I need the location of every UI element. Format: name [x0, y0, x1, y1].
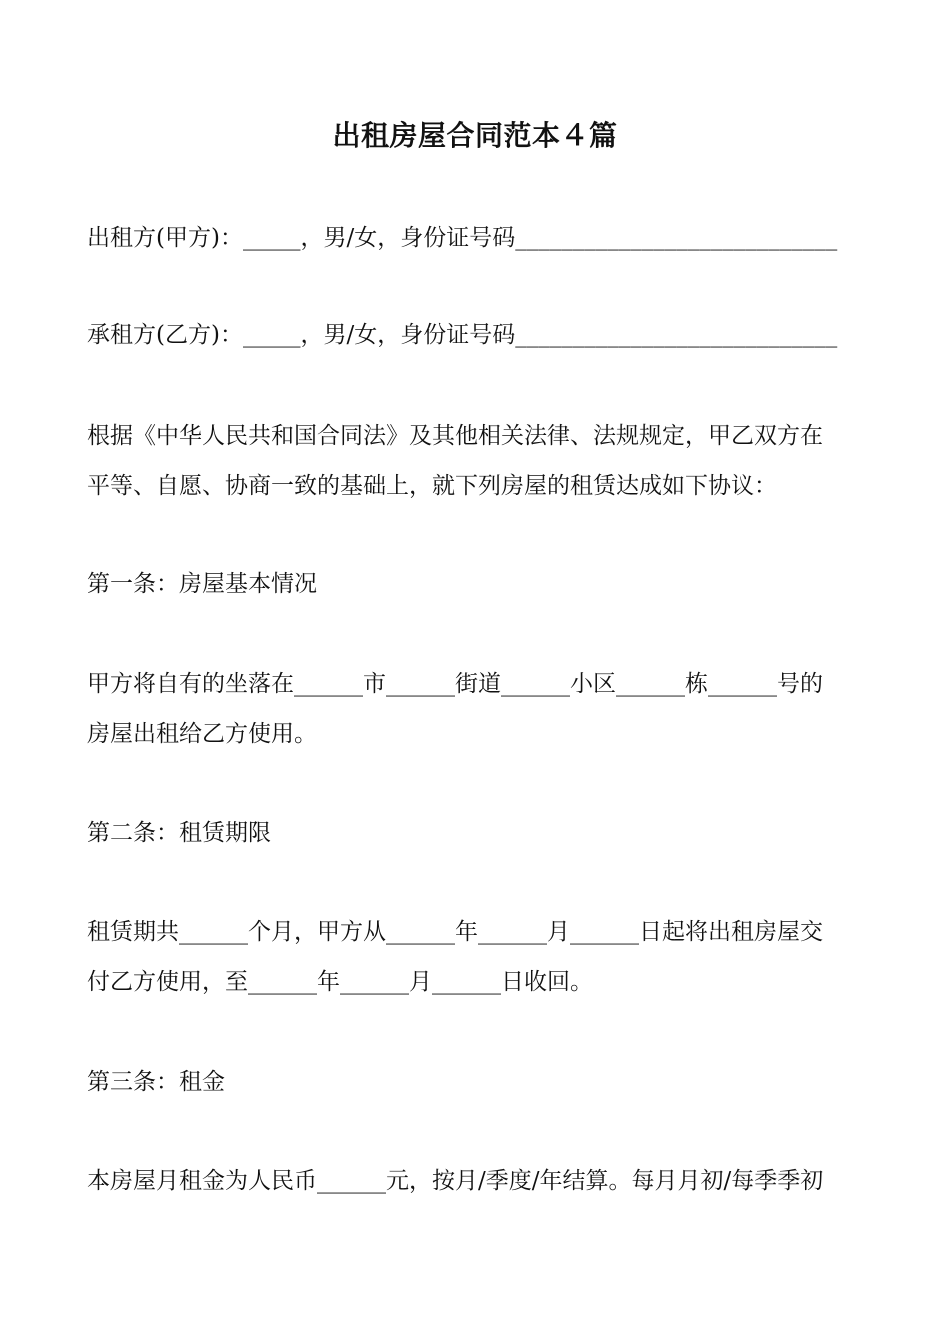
preamble-paragraph — [87, 411, 867, 511]
article-2-body — [87, 907, 867, 1007]
article-3-heading — [87, 1057, 867, 1107]
text-line: 付乙方使用，至______年______月______日收回。 — [87, 969, 593, 995]
document-title: 出租房屋合同范本４篇 — [332, 119, 618, 152]
article-1-body — [87, 659, 867, 759]
text-line: 甲方将自有的坐落在______市______街道______小区______栋______号的 — [87, 671, 823, 697]
text-line: 租赁期共______个月，甲方从______年______月______日起将出租房屋交 — [87, 919, 823, 945]
text-line: 本房屋月租金为人民币______元，按月/季度/年结算。每月月初/每季季初 — [87, 1168, 824, 1194]
text-line: 承租方(乙方)：_____，男/女，身份证号码____________________________ — [87, 322, 838, 348]
text-line: 出租方(甲方)：_____，男/女，身份证号码____________________________ — [87, 225, 838, 251]
lessor-line — [87, 213, 867, 263]
article-1-heading — [87, 559, 867, 609]
article-2-heading — [87, 808, 867, 858]
text-line: 根据《中华人民共和国合同法》及其他相关法律、法规规定，甲乙双方在 — [87, 423, 823, 449]
text-line: 房屋出租给乙方使用。 — [87, 721, 317, 747]
text-line: 平等、自愿、协商一致的基础上，就下列房屋的租赁达成如下协议： — [87, 473, 777, 499]
text-line: 第二条：租赁期限 — [87, 820, 271, 846]
lessee-line — [87, 310, 867, 360]
text-line: 第一条：房屋基本情况 — [87, 571, 317, 597]
article-3-body — [87, 1156, 867, 1206]
text-line: 第三条：租金 — [87, 1069, 225, 1095]
